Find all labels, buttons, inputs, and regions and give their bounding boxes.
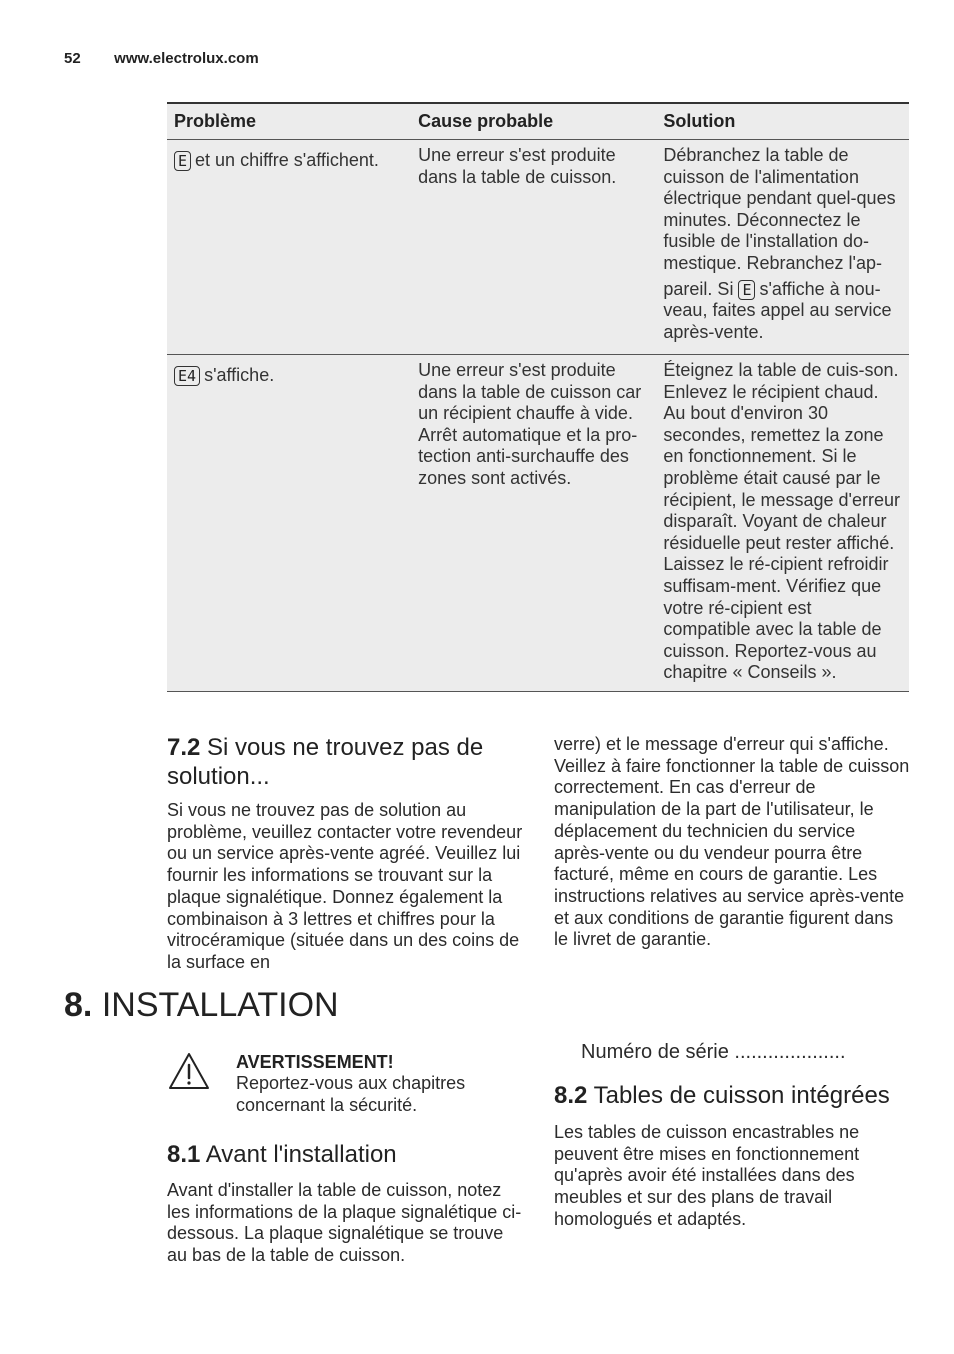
solution-text-pre: pareil. Si <box>663 278 734 299</box>
problem-text: et un chiffre s'affichent. <box>195 150 379 170</box>
chapter-title: INSTALLATION <box>101 986 339 1024</box>
website-url: www.electrolux.com <box>114 50 259 67</box>
section-number: 7.2 <box>167 734 201 761</box>
section-8-2-heading <box>554 1081 890 1110</box>
section-8-1-heading <box>167 1140 397 1169</box>
warning-title: AVERTISSEMENT! <box>236 1052 394 1072</box>
solution-text: Débranchez la table de cuisson de l'alimentation électrique pendant quel-ques minutes. Déconnectez le fusible de l'installation do-mestique. Rebranchez l'ap- <box>663 145 896 273</box>
troubleshooting-table <box>167 102 909 692</box>
section-7-2-text-right: verre) et le message d'erreur qui s'affiche. Veillez à faire fonctionner la table de cuisson correctement. En cas d'erreur de manipulation de la part de l'utilisateur, le déplacement du technicien du service après-vente ou du vendeur pourra être facturé, même en cours de garantie. Les instructions relatives au service après-vente et aux conditions de garantie figurent dans le livret de garantie. <box>554 734 910 950</box>
section-7-2-heading <box>167 733 517 791</box>
error-code-e-icon: E <box>174 151 191 171</box>
section-8-1-text: Avant d'installer la table de cuisson, notez les informations de la plaque signalétique ci-dessous. La plaque signalétique se trouve au bas de la table de cuisson. <box>167 1180 522 1266</box>
page-header <box>64 50 259 67</box>
solution-cell <box>656 140 909 355</box>
section-number: 8.1 <box>167 1141 201 1168</box>
problem-cell <box>167 140 411 355</box>
table-row <box>167 140 909 355</box>
section-title: Tables de cuisson intégrées <box>593 1082 890 1109</box>
solution-cell: Éteignez la table de cuis-son. Enlevez le récipient chaud. Au bout d'environ 30 secondes, remettez la zone en fonctionnement. Si le problème était causé par le récipient, le message d'erreur disparaît. Voyant de chaleur résiduelle peut rester affiché. Laissez le ré-cipient refroidir suffisam-ment. Vérifiez que votre ré-cipient est compatible avec la table de cuisson. Reportez-vous au chapitre « Conseils ». <box>656 355 909 692</box>
section-7-2-text-left: Si vous ne trouvez pas de solution au problème, veuillez contacter votre revendeur ou un service après-vente agréé. Veuillez lui fournir les informations se trouvant sur la plaque signalétique. Donnez également la combinaison à 3 lettres et chiffres pour la vitrocéramique (située dans un des coins de la surface en <box>167 800 523 972</box>
section-title: Avant l'installation <box>205 1141 397 1168</box>
section-number: 8.2 <box>554 1082 588 1109</box>
section-8-2-text: Les tables de cuisson encastrables ne peuvent être mises en fonctionnement qu'après avoir été installées dans des meubles et sur des plans de travail homologués et adaptés. <box>554 1122 860 1229</box>
column-header-cause: Cause probable <box>411 103 656 140</box>
cause-cell: Une erreur s'est produite dans la table de cuisson car un récipient chauffe à vide. Arrêt automatique et la pro-tection anti-surchauffe des zones sont activés. <box>411 355 656 692</box>
table-row <box>167 355 909 692</box>
page-number: 52 <box>64 50 81 67</box>
chapter-number: 8. <box>64 986 93 1024</box>
chapter-heading <box>64 984 339 1026</box>
error-code-e4-icon: E4 <box>174 366 200 386</box>
solution-text-post: s'affiche à nou-veau, faites appel au service après-vente. <box>663 278 892 342</box>
column-header-solution: Solution <box>656 103 909 140</box>
serial-number-line: Numéro de série .................... <box>581 1041 846 1063</box>
problem-cell <box>167 355 411 692</box>
table-header-row <box>167 103 909 140</box>
problem-text: s'affiche. <box>204 365 275 385</box>
warning-text: Reportez-vous aux chapitres concernant la sécurité. <box>236 1073 466 1115</box>
warning-triangle-icon <box>168 1052 210 1090</box>
error-code-e-icon: E <box>738 280 755 300</box>
column-header-problem: Problème <box>167 103 411 140</box>
section-title: Si vous ne trouvez pas de solution... <box>167 734 484 790</box>
cause-cell: Une erreur s'est produite dans la table de cuisson. <box>411 140 656 355</box>
